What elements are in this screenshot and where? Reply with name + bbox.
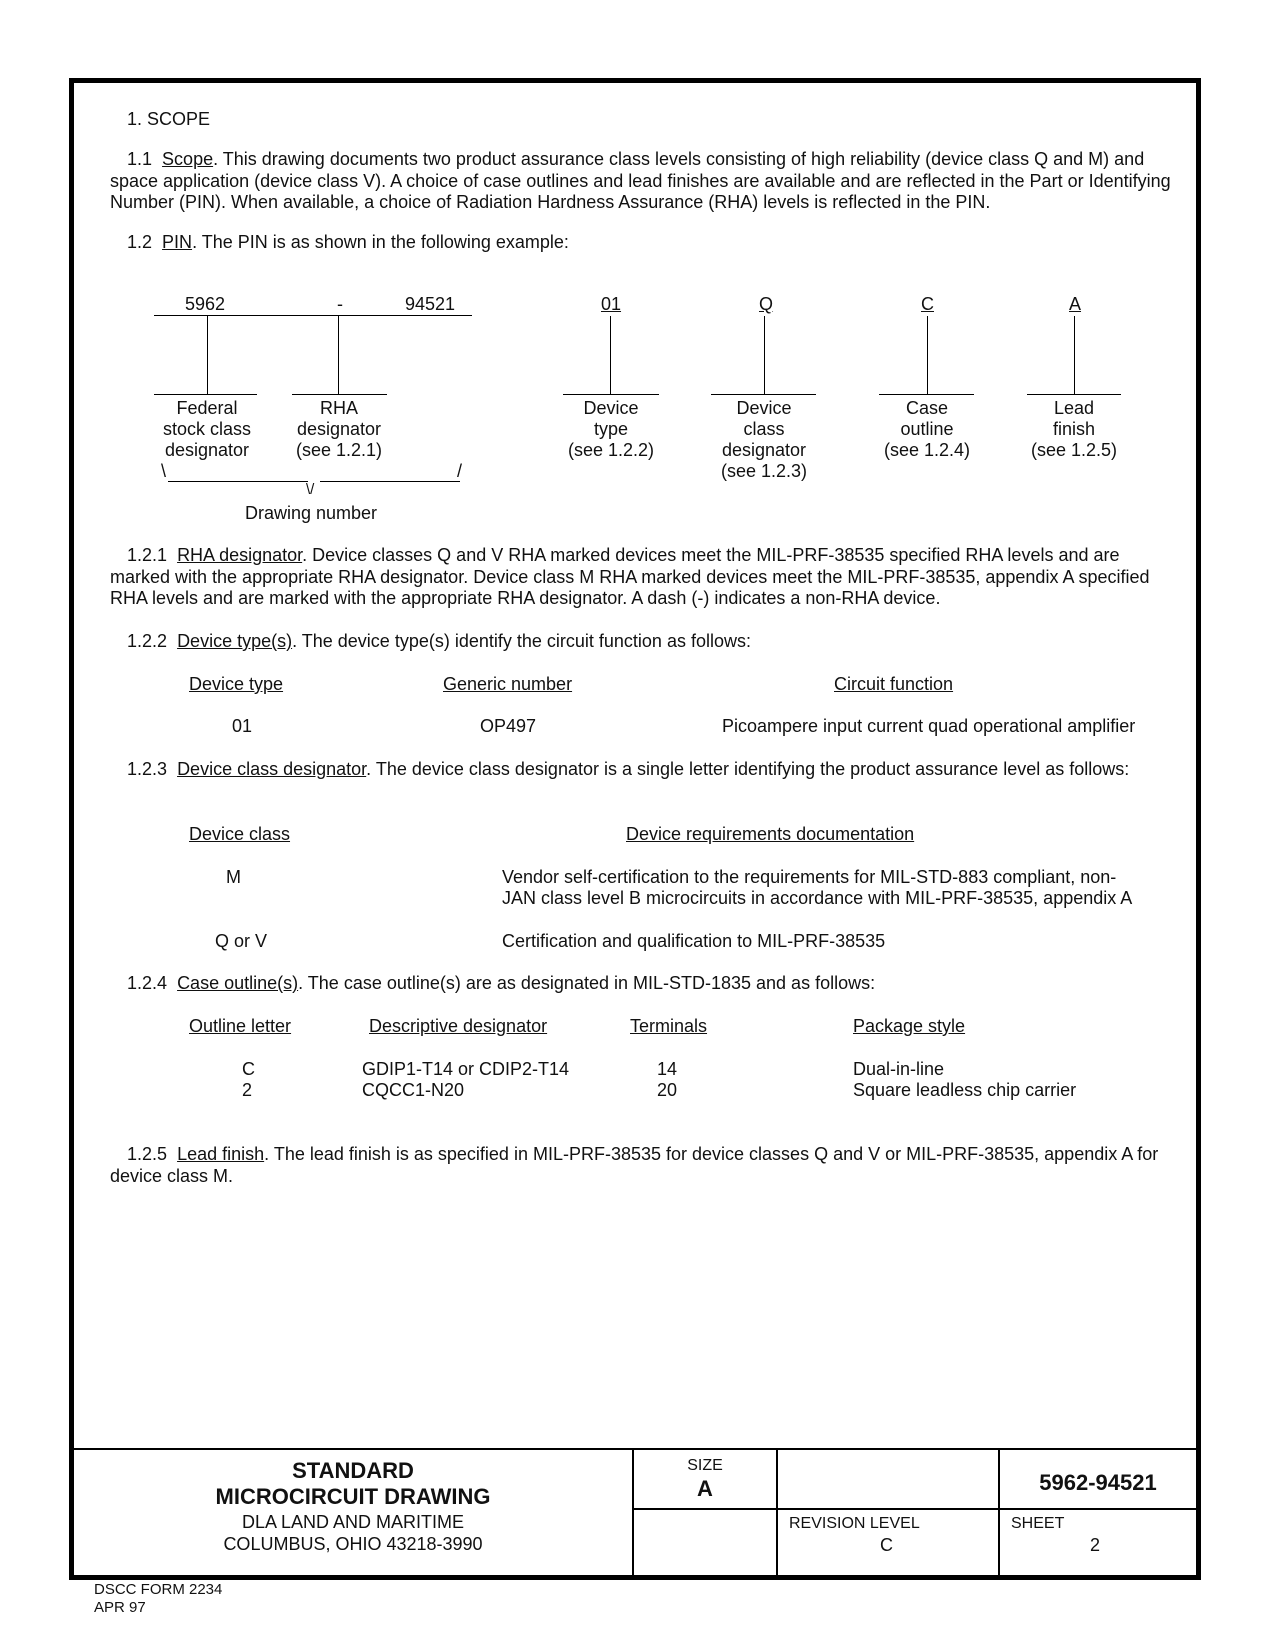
section-title: 1. SCOPE (127, 109, 211, 129)
label-rule (563, 394, 659, 395)
title-block-top-rule (74, 1448, 1196, 1450)
para-text: . This drawing documents two product assurance class levels consisting of high reliability (device class Q and M) and space application (device class V). A choice of case outlines and lead finishes are available and are reflected in the Part or Identifying Number (PIN). When available, a choice of Radiation Hardness Assurance (RHA) levels is reflected in the PIN. (110, 149, 1171, 212)
col-header-outline-letter: Outline letter (189, 1016, 292, 1036)
pin-drawing-number: 94521 (405, 294, 456, 314)
col-header-device-type: Device type (189, 674, 284, 694)
pin-dash: - (337, 294, 343, 314)
col-header-package-style: Package style (853, 1016, 966, 1036)
form-date: APR 97 (94, 1599, 146, 1616)
label-rha: RHA designator (see 1.2.1) (295, 398, 383, 460)
para-text: . The lead finish is as specified in MIL-PRF-38535 for device classes Q and V or MIL-PRF-38535, appendix A for device class M. (110, 1144, 1159, 1186)
para-text: . The PIN is as shown in the following example: (192, 232, 569, 252)
cell-device-type: 01 (232, 716, 253, 736)
label-rule (1027, 394, 1121, 395)
cell-terminals: 14 (657, 1059, 678, 1079)
bracket-right: / (457, 461, 463, 481)
drawing-number: 5962-94521 (1039, 1470, 1157, 1495)
cell-doc-m-line2: JAN class level B microcircuits in accordance with MIL-PRF-38535, appendix A (502, 888, 1133, 908)
cell-doc-m-line1: Vendor self-certification to the requirements for MIL-STD-883 compliant, non- (502, 867, 1117, 887)
bracket-line (168, 481, 308, 482)
para-number: 1.2 (127, 232, 153, 252)
sheet-value: 2 (1090, 1535, 1101, 1555)
pin-device-type: 01 (601, 294, 622, 314)
pin-device-class: Q (759, 294, 774, 314)
cell-package-style: Square leadless chip carrier (853, 1080, 1077, 1100)
para-number: 1.1 (127, 149, 153, 169)
drawing-number-label: Drawing number (245, 503, 378, 523)
col-header-circuit-function: Circuit function (834, 674, 954, 694)
para-heading: PIN (162, 232, 193, 252)
label-rule (711, 394, 816, 395)
label-case-outline: Case outline (see 1.2.4) (883, 398, 971, 460)
pin-underline (154, 315, 472, 316)
cell-doc-qv: Certification and qualification to MIL-PRF-38535 (502, 931, 886, 951)
title-block-divider (776, 1448, 778, 1575)
col-header-generic-number: Generic number (443, 674, 573, 694)
pin-lead-finish: A (1069, 294, 1082, 314)
para-text: . The device type(s) identify the circuit function as follows: (292, 631, 751, 651)
cell-descriptive: CQCC1-N20 (362, 1080, 465, 1100)
pin-fsc: 5962 (185, 294, 226, 314)
label-rule (154, 394, 257, 395)
title-block-mid-rule (632, 1508, 1196, 1510)
para-heading: RHA designator (177, 545, 303, 565)
para-text: . The case outline(s) are as designated in MIL-STD-1835 and as follows: (298, 973, 876, 993)
label-device-type: Device type (see 1.2.2) (567, 398, 655, 460)
cell-outline-letter: 2 (242, 1080, 253, 1100)
org-name: DLA LAND AND MARITIME (241, 1512, 465, 1532)
label-rule (879, 394, 974, 395)
revision-value: C (880, 1535, 893, 1555)
cell-outline-letter: C (242, 1059, 255, 1079)
label-fsc: Federal stock class designator (162, 398, 252, 460)
para-number: 1.2.3 (127, 759, 168, 779)
cell-package-style: Dual-in-line (853, 1059, 945, 1079)
cell-generic-number: OP497 (480, 716, 537, 736)
standard-title: STANDARD (292, 1458, 414, 1483)
label-device-class: Device class designator (see 1.2.3) (720, 398, 808, 481)
col-header-terminals: Terminals (630, 1016, 708, 1036)
form-number: DSCC FORM 2234 (94, 1581, 223, 1598)
paragraph-1-1 (110, 149, 1180, 214)
paragraph-1-2-2 (110, 631, 1180, 653)
paragraph-1-2-4 (110, 973, 1180, 995)
cell-descriptive: GDIP1-T14 or CDIP2-T14 (362, 1059, 570, 1079)
paragraph-1-2-5 (110, 1144, 1180, 1187)
label-lead-finish: Lead finish (see 1.2.5) (1030, 398, 1118, 460)
para-number: 1.2.5 (127, 1144, 168, 1164)
para-heading: Lead finish (177, 1144, 265, 1164)
org-address: COLUMBUS, OHIO 43218-3990 (223, 1534, 483, 1554)
col-header-descriptive: Descriptive designator (369, 1016, 548, 1036)
pin-case-outline: C (921, 294, 934, 314)
connector-line (207, 316, 208, 394)
para-text: . Device classes Q and V RHA marked devices meet the MIL-PRF-38535 specified RHA levels and are marked with the appropriate RHA designator. Device class M RHA marked devices meet the MIL-PRF-38535, appendix A specified RHA levels and are marked with the appropriate RHA designator. A dash (-) indicates a non-RHA device. (110, 545, 1150, 608)
connector-line (1074, 316, 1075, 394)
label-rule (292, 394, 387, 395)
paragraph-1-2-1 (110, 545, 1180, 610)
paragraph-1-2-3 (110, 759, 1180, 781)
connector-line (764, 316, 765, 394)
col-header-device-class: Device class (189, 824, 291, 844)
col-header-requirements: Device requirements documentation (626, 824, 915, 844)
para-text: . The device class designator is a single letter identifying the product assurance level as follows: (366, 759, 1130, 779)
para-number: 1.2.2 (127, 631, 168, 651)
para-heading: Case outline(s) (177, 973, 299, 993)
connector-line (338, 316, 339, 394)
title-block-divider (998, 1448, 1000, 1575)
connector-line (927, 316, 928, 394)
sheet-label: SHEET (1011, 1515, 1065, 1532)
size-value: A (697, 1476, 713, 1501)
para-number: 1.2.1 (127, 545, 168, 565)
connector-line (610, 316, 611, 394)
size-label: SIZE (687, 1457, 723, 1474)
cell-class-qv: Q or V (215, 931, 268, 951)
paragraph-1-2 (110, 232, 1180, 254)
bracket-left: \ (161, 461, 167, 481)
para-heading: Scope (162, 149, 214, 169)
bracket-line (320, 481, 460, 482)
cell-class-m: M (226, 867, 241, 887)
revision-label: REVISION LEVEL (789, 1515, 920, 1532)
para-heading: Device type(s) (177, 631, 293, 651)
para-number: 1.2.4 (127, 973, 168, 993)
cell-terminals: 20 (657, 1080, 678, 1100)
cell-circuit-function: Picoampere input current quad operational amplifier (722, 716, 1136, 736)
bracket-point: \/ (306, 481, 315, 498)
microcircuit-title: MICROCIRCUIT DRAWING (215, 1484, 491, 1509)
para-heading: Device class designator (177, 759, 367, 779)
